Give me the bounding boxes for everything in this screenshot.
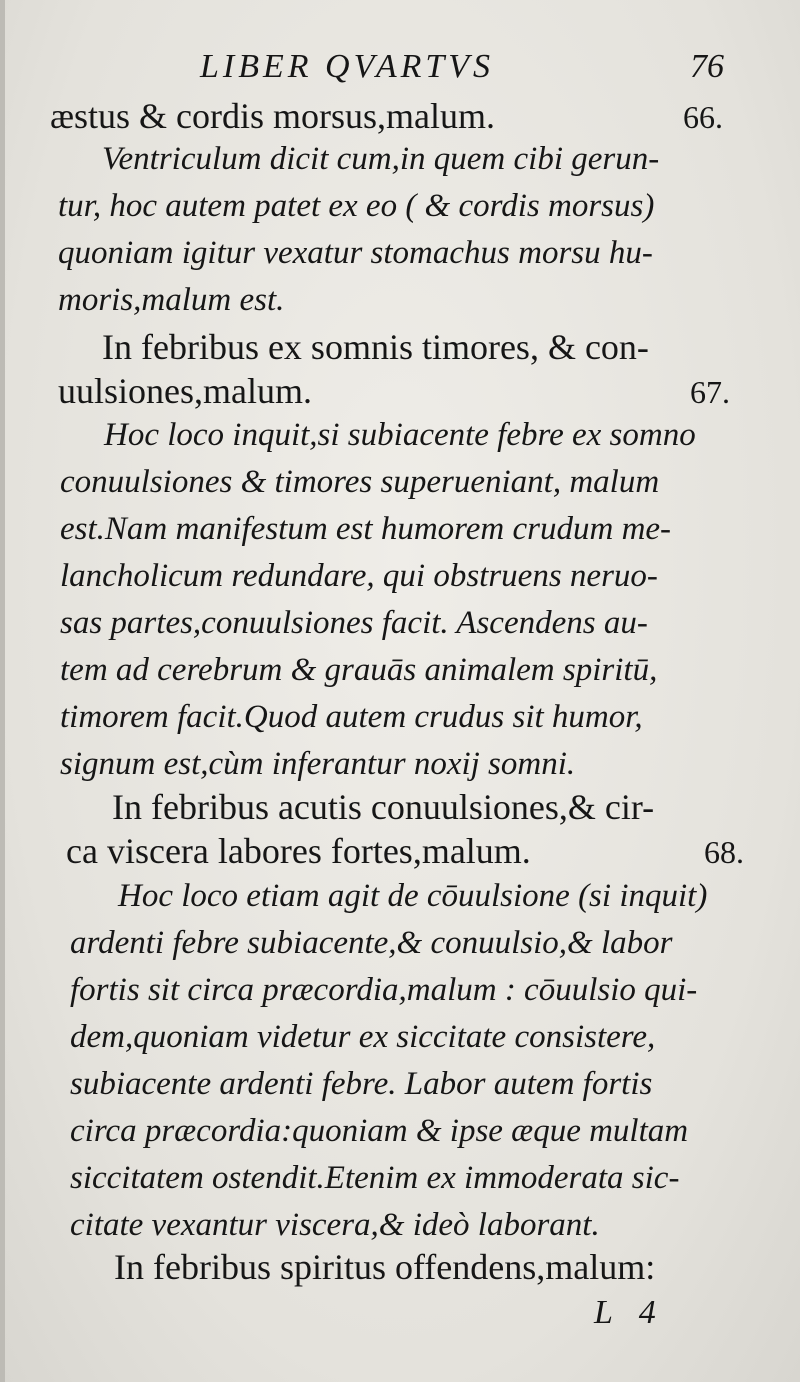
text-line: æstus & cordis morsus,malum. [50, 96, 496, 136]
signature-mark: L 4 [594, 1294, 656, 1331]
commentary-line: timorem facit.Quod autem crudus sit humor, [60, 699, 643, 735]
commentary-line: dem,quoniam videtur ex siccitate consistere, [70, 1019, 656, 1055]
text-line: In febribus ex somnis timores, & con- [102, 327, 649, 367]
text-line: In febribus acutis conuulsiones,& cir- [112, 787, 655, 827]
commentary-line: conuulsiones & timores superueniant, malum [60, 464, 660, 500]
text-line: uulsiones,malum. [58, 371, 312, 411]
commentary-line: Hoc loco etiam agit de cōuulsione (si inquit) [118, 878, 708, 914]
commentary-line: Hoc loco inquit,si subiacente febre ex somno [104, 417, 696, 453]
commentary-line: tur, hoc autem patet ex eo ( & cordis morsus) [58, 188, 655, 224]
commentary-line: Ventriculum dicit cum,in quem cibi gerun- [102, 141, 660, 177]
commentary-line: sas partes,conuulsiones facit. Ascendens au- [60, 605, 648, 641]
commentary-line: subiacente ardenti febre. Labor autem fortis [70, 1066, 653, 1102]
commentary-line: tem ad cerebrum & grauās animalem spiritū, [60, 652, 658, 688]
commentary-line: quoniam igitur vexatur stomachus morsu hu- [58, 235, 653, 271]
commentary-line: siccitatem ostendit.Etenim ex immoderata sic- [70, 1160, 680, 1196]
commentary-line: ardenti febre subiacente,& conuulsio,& labor [70, 925, 673, 961]
page-number: 76 [690, 48, 724, 85]
commentary-line: signum est,cùm inferantur noxij somni. [60, 746, 576, 782]
commentary-line: est.Nam manifestum est humorem crudum me- [60, 511, 672, 547]
commentary-line: moris,malum est. [58, 282, 285, 318]
page-edge-shadow [0, 0, 5, 1382]
text-line: ca viscera labores fortes,malum. [66, 831, 531, 871]
commentary-line: citate vexantur viscera,& ideò laborant. [70, 1207, 600, 1243]
aphorism-number: 66. [683, 99, 723, 135]
text-line: In febribus spiritus offendens,malum: [114, 1247, 656, 1287]
aphorism-number: 68. [704, 834, 744, 870]
aphorism-number: 67. [690, 374, 730, 410]
commentary-line: fortis sit circa præcordia,malum : cōuulsio qui- [70, 972, 698, 1008]
running-header: LIBER QVARTVS [200, 48, 495, 85]
commentary-line: lancholicum redundare, qui obstruens neruo- [60, 558, 658, 594]
commentary-line: circa præcordia:quoniam & ipse æque multam [70, 1113, 689, 1149]
